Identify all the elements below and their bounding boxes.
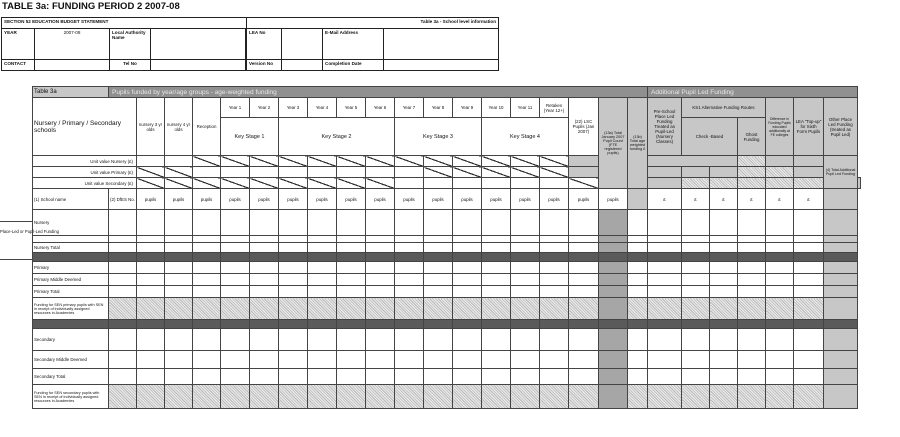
col-year-10: Year 10: [482, 98, 511, 118]
unit-cell[interactable]: [165, 156, 193, 167]
side-label: Place-Led or Pupil-Led Funding: [0, 229, 59, 234]
col-year-8: Year 8: [424, 98, 453, 118]
unit-money: £: [766, 189, 794, 210]
contact-label: CONTACT: [2, 60, 35, 71]
unit-pupils: pupils: [165, 189, 193, 210]
school-name-label: (1) School name: [33, 189, 109, 210]
na-cell: [279, 178, 308, 189]
unit-cell[interactable]: [395, 178, 424, 189]
unit-cell[interactable]: [453, 178, 482, 189]
page-title: TABLE 3a: FUNDING PERIOD 2 2007-08: [2, 1, 180, 12]
na-cell: [395, 156, 424, 167]
version-field[interactable]: [282, 60, 323, 71]
na-cell: [193, 178, 221, 189]
na-cell: [165, 167, 193, 178]
col-nursery-4: nursery 4 yr olds: [165, 98, 193, 156]
col-reception: Reception: [193, 98, 221, 156]
col-year-2: Year 2: [250, 98, 279, 118]
na-cell: [279, 156, 308, 167]
email-field[interactable]: [384, 29, 499, 60]
na-cell: [366, 178, 395, 189]
unit-pupils: pupils: [599, 189, 628, 210]
unit-pupils: pupils: [511, 189, 540, 210]
row-sen-primary: Funding for SEN primary pupils with SEN in receipt of individually assigned resources in Academies: [33, 298, 109, 320]
table-name: Table 3a: [33, 87, 109, 98]
unit-pupils: pupils: [308, 189, 337, 210]
col-year-1: Year 1: [221, 98, 250, 118]
na-cell: [308, 178, 337, 189]
unit-pupils: pupils: [424, 189, 453, 210]
row-nursery-total: Nursery Total: [33, 243, 109, 253]
row-secondary: Secondary: [33, 329, 109, 351]
unit-pupils: pupils: [569, 189, 599, 210]
col-total-weighted: (13b) Total age weighted funding £: [628, 98, 648, 189]
funding-table: [32, 86, 861, 409]
unit-pupils: pupils: [279, 189, 308, 210]
unit-cell[interactable]: [193, 167, 221, 178]
unit-cell[interactable]: [569, 167, 599, 178]
section-label: SECTION 52 EDUCATION BUDGET STATEMENT: [2, 18, 247, 29]
unit-money: £: [794, 189, 824, 210]
unit-cell[interactable]: [221, 167, 250, 178]
unit-cell[interactable]: [395, 167, 424, 178]
unit-cell[interactable]: [424, 178, 453, 189]
unit-pupils: pupils: [137, 189, 165, 210]
row-primary: Primary: [33, 262, 109, 274]
unit-money: £: [682, 189, 710, 210]
unit-cell[interactable]: [511, 178, 540, 189]
na-cell: [453, 167, 482, 178]
col-year-7: Year 7: [395, 98, 424, 118]
unit-cell[interactable]: [250, 167, 279, 178]
ks1-sub-ghost: Ghost Funding: [738, 118, 766, 156]
key-stage-1: Key Stage 1: [221, 118, 279, 156]
year-label: YEAR: [2, 29, 35, 60]
unit-row-nursery: Unit value Nursery (£): [33, 156, 137, 167]
unit-row-primary: Unit value Primary (£): [33, 167, 137, 178]
dfes-label: (2) DfES No.: [109, 189, 137, 210]
table-info-label: Table 3a - School level information: [247, 18, 499, 29]
na-cell: [250, 156, 279, 167]
unit-pupils: pupils: [250, 189, 279, 210]
na-cell: [424, 156, 453, 167]
completion-label: Completion Date: [323, 60, 384, 71]
col-year-11: Year 11: [511, 98, 540, 118]
unit-money: £: [710, 189, 738, 210]
na-cell: [337, 156, 366, 167]
banner-additional: Additional Pupil Led Funding: [648, 87, 858, 98]
na-cell: [569, 178, 599, 189]
col-year-3: Year 3: [279, 98, 308, 118]
col-total-pupils: (13a) Total January 2007 Pupil Count (FTE registered pupils): [599, 98, 628, 189]
unit-cell[interactable]: [337, 167, 366, 178]
contact-field[interactable]: [35, 60, 110, 71]
na-cell: [137, 178, 165, 189]
na-cell: [540, 167, 569, 178]
email-label: E-Mail Address: [323, 29, 384, 60]
unit-cell[interactable]: [482, 178, 511, 189]
na-cell: [337, 178, 366, 189]
col-year-6: Year 6: [366, 98, 395, 118]
completion-field[interactable]: [384, 60, 499, 71]
schools-heading: Nursery / Primary / Secondary schools: [33, 98, 137, 156]
year-value: 2007-08: [35, 29, 110, 60]
col-nursery-3: nursery 3 yr olds: [137, 98, 165, 156]
na-cell: [221, 178, 250, 189]
na-cell: [137, 167, 165, 178]
na-cell: [250, 178, 279, 189]
na-cell: [453, 156, 482, 167]
tel-field[interactable]: [151, 60, 246, 71]
key-stage-2: Key Stage 2: [279, 118, 395, 156]
lea-no-label: LEA No: [247, 29, 282, 60]
col-year-4: Year 4: [308, 98, 337, 118]
unit-pupils: pupils: [366, 189, 395, 210]
row-secondary-total: Secondary Total: [33, 369, 109, 385]
ks1-heading: KS1 Alternative Funding Routes: [682, 98, 766, 118]
unit-pupils: pupils: [337, 189, 366, 210]
na-cell: [511, 156, 540, 167]
na-cell: [482, 156, 511, 167]
version-label: Version No: [247, 60, 282, 71]
unit-pupils: pupils: [193, 189, 221, 210]
row-primary-total: Primary Total: [33, 286, 109, 298]
unit-cell[interactable]: [137, 156, 165, 167]
col-lsc: (22) LSC Pupils (Jan 2007): [569, 98, 599, 156]
unit-row-secondary: Unit value Secondary (£): [33, 178, 137, 189]
na-cell: [424, 167, 453, 178]
col-lea-topup: LEA "Top-up" for Sixth Form Pupils: [794, 98, 824, 156]
unit-cell[interactable]: [308, 167, 337, 178]
key-stage-4: Key Stage 4: [482, 118, 569, 156]
na-cell: [308, 156, 337, 167]
col-retakes: Retakes (Year 12+): [540, 98, 569, 118]
na-cell: [193, 156, 221, 167]
col-total-additional: (4) Total Additional Pupil Led Funding: [824, 156, 858, 189]
key-stage-3: Key Stage 3: [395, 118, 482, 156]
col-preschool: Pre-School Place Led Funding Treated as Pupil-Led (Nursery Classes): [648, 98, 682, 156]
unit-cell[interactable]: [540, 178, 569, 189]
unit-pupils: pupils: [540, 189, 569, 210]
col-year-5: Year 5: [337, 98, 366, 118]
la-field[interactable]: [151, 29, 246, 60]
col-year-9: Year 9: [453, 98, 482, 118]
na-cell: [366, 156, 395, 167]
na-cell: [540, 156, 569, 167]
tel-label: Tel No: [110, 60, 151, 71]
unit-pupils: pupils: [453, 189, 482, 210]
na-cell: [165, 178, 193, 189]
col-difference: Difference in Funding Pupils educated additionally at FE colleges: [766, 98, 794, 156]
unit-pupils: pupils: [482, 189, 511, 210]
row-nursery: Nursery: [33, 210, 109, 236]
ks1-sub-check: Check -Based: [682, 118, 738, 156]
row-secondary-middle: Secondary Middle Deemed: [33, 351, 109, 369]
unit-cell[interactable]: [366, 167, 395, 178]
col-other-place: Other Place Led Funding (treated as Pupil Led): [824, 98, 858, 156]
na-cell: [511, 167, 540, 178]
na-cell: [482, 167, 511, 178]
unit-pupils: pupils: [221, 189, 250, 210]
na-cell: [221, 156, 250, 167]
side-rule: [0, 259, 32, 260]
la-label: Local Authority Name: [110, 29, 151, 60]
unit-pupils: pupils: [395, 189, 424, 210]
lea-no-field[interactable]: [282, 29, 323, 60]
row-primary-middle: Primary Middle Deemed: [33, 274, 109, 286]
unit-cell[interactable]: [569, 156, 599, 167]
side-rule: [0, 221, 32, 222]
row-sen-secondary: Funding for SEN secondary pupils with SEN in receipt of individually assigned resources in Academies: [33, 385, 109, 409]
unit-money: £: [648, 189, 682, 210]
unit-money: £: [738, 189, 766, 210]
banner-pupils: Pupils funded by year/age groups - age-weighted funding: [109, 87, 648, 98]
unit-cell[interactable]: [279, 167, 308, 178]
header-table: [1, 17, 499, 71]
